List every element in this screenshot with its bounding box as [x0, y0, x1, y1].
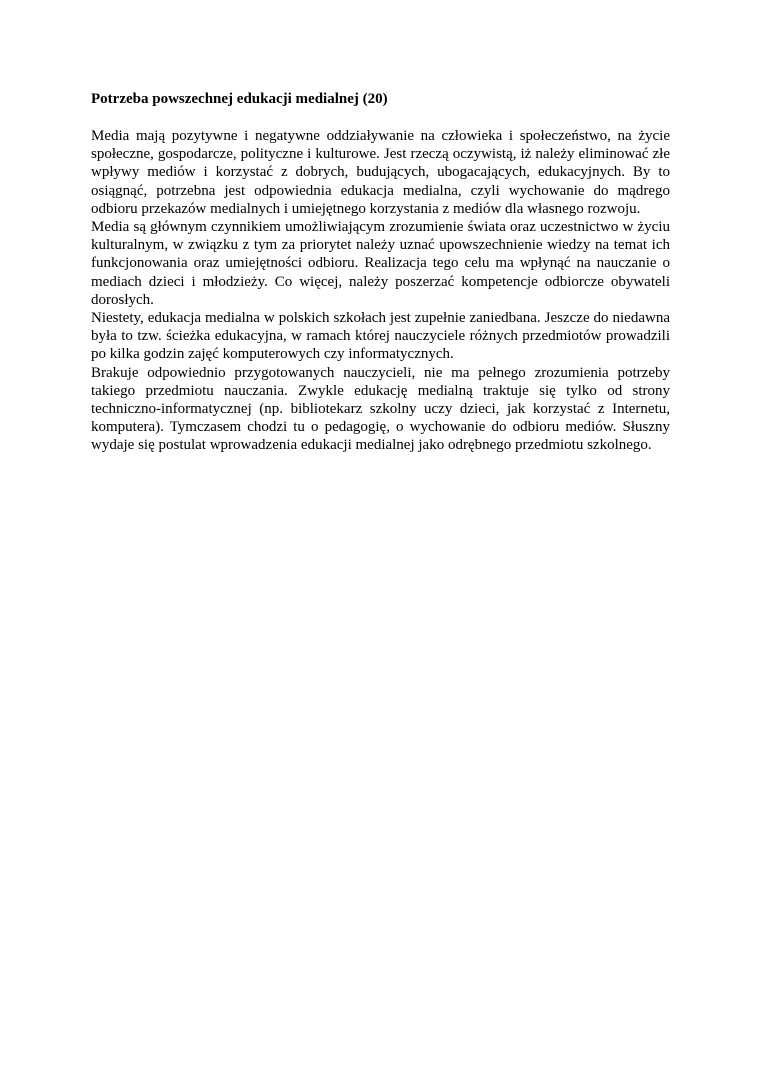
- document-title: Potrzeba powszechnej edukacji medialnej (20): [91, 91, 388, 107]
- paragraph-4: Brakuje odpowiednio przygotowanych nauczycieli, nie ma pełnego zrozumienia potrzeby takiego przedmiotu nauczania. Zwykle edukację medialną traktuje się tylko od strony techniczno-informatycznej (np. bibliotekarz szkolny uczy dzieci, jak korzystać z Internetu, komputera). Tymczasem chodzi tu o pedagogię, o wychowanie do odbioru mediów. Słuszny wydaje się postulat wprowadzenia edukacji medialnej jako odrębnego przedmiotu szkolnego.: [91, 364, 670, 454]
- paragraph-2: Media są głównym czynnikiem umożliwiającym zrozumienie świata oraz uczestnictwo w życiu kulturalnym, w związku z tym za priorytet należy uznać upowszechnienie wiedzy na temat ich funkcjonowania oraz umiejętności odbioru. Realizacja tego celu ma wpłynąć na nauczanie o mediach dzieci i młodzieży. Co więcej, należy poszerzać kompetencje odbiorcze obywateli dorosłych.: [91, 219, 670, 308]
- document-body: [91, 90, 670, 455]
- paragraph-1: Media mają pozytywne i negatywne oddziaływanie na człowieka i społeczeństwo, na życie społeczne, gospodarcze, polityczne i kulturowe. Jest rzeczą oczywistą, iż należy eliminować złe wpływy mediów i korzystać z dobrych, budujących, ubogacających, edukacyjnych. By to osiągnąć, potrzebna jest odpowiednia edukacja medialna, czyli wychowanie do mądrego odbioru przekazów medialnych i umiejętnego korzystania z mediów dla własnego rozwoju.: [91, 128, 670, 217]
- paragraph-3: Niestety, edukacja medialna w polskich szkołach jest zupełnie zaniedbana. Jeszcze do niedawna była to tzw. ścieżka edukacyjna, w ramach której nauczyciele różnych przedmiotów prowadzili po kilka godzin zajęć komputerowych czy informatycznych.: [91, 310, 670, 363]
